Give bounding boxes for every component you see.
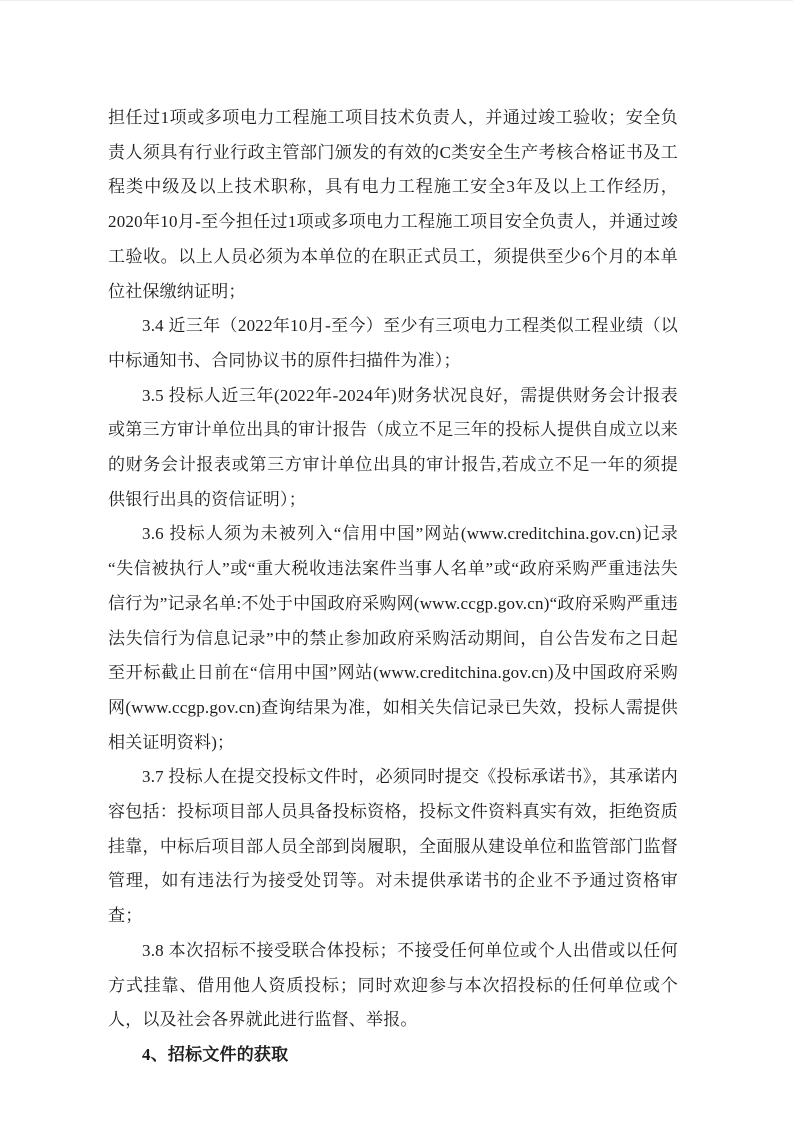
- paragraph-qualification-continued: 担任过1项或多项电力工程施工项目技术负责人，并通过竣工验收；安全负责人须具有行业行政主管部门颁发的有效的C类安全生产考核合格证书及工程类中级及以上技术职称，具有电力工程施工安全3年及以上工作经历，2020年10月-至今担任过1项或多项电力工程施工项目安全负责人，并通过竣工验收。以上人员必须为本单位的在职正式员工，须提供至少6个月的本单位社保缴纳证明；: [108, 108, 678, 301]
- section-4-heading: 4、招标文件的获取: [142, 1044, 289, 1064]
- clause-3-5: 3.5 投标人近三年(2022年-2024年)财务状况良好，需提供财务会计报表或第三方审计单位出具的审计报告（成立不足三年的投标人提供自成立以来的财务会计报表或第三方审计单位出具的审计报告,若成立不足一年的须提供银行出具的资信证明）；: [108, 385, 678, 509]
- clause-3-4: 3.4 近三年（2022年10月-至今）至少有三项电力工程类似工程业绩（以中标通知书、合同协议书的原件扫描件为准）；: [108, 316, 678, 370]
- clause-3-7: 3.7 投标人在提交投标文件时，必须同时提交《投标承诺书》，其承诺内容包括：投标项目部人员具备投标资格，投标文件资料真实有效，拒绝资质挂靠，中标后项目部人员全部到岗履职，全面服从建设单位和监管部门监督管理，如有违法行为接受处罚等。对未提供承诺书的企业不予通过资格审查；: [108, 767, 678, 926]
- page-body: [108, 101, 678, 1073]
- clause-3-8: 3.8 本次招标不接受联合体投标；不接受任何单位或个人出借或以任何方式挂靠、借用他人资质投标；同时欢迎参与本次招投标的任何单位或个人，以及社会各界就此进行监督、举报。: [108, 940, 678, 1030]
- clause-3-6: 3.6 投标人须为未被列入“信用中国”网站(www.creditchina.gov.cn)记录“失信被执行人”或“重大税收违法案件当事人名单”或“政府采购严重违法失信行为”记录名单:不处于中国政府采购网(www.ccgp.gov.cn)“政府采购严重违法失信行为信息记录”中的禁止参加政府采购活动期间，自公告发布之日起至开标截止日前在“信用中国”网站(www.creditchina.gov.cn)及中国政府采购网(www.ccgp.gov.cn)查询结果为准，如相关失信记录已失效，投标人需提供相关证明资料)；: [108, 524, 678, 752]
